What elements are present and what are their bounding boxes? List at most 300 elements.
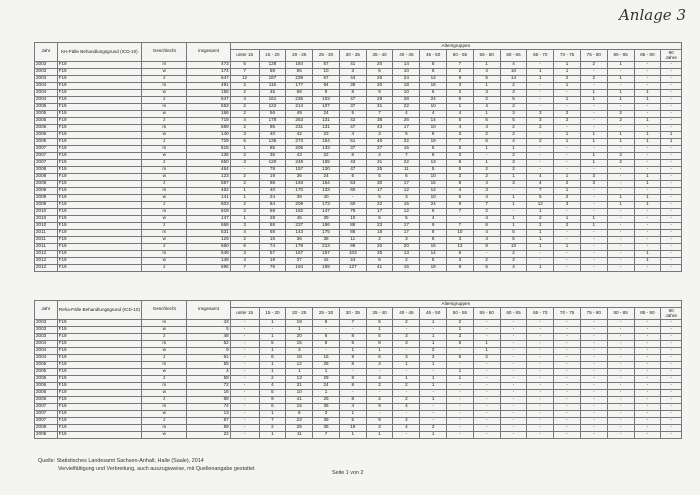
table-cell: 13 [447, 243, 474, 250]
table-cell: 29 [366, 96, 393, 103]
table-cell: F19 [57, 403, 141, 410]
table-cell: z [142, 264, 187, 271]
table-cell: 4 [500, 138, 527, 145]
table-row [35, 375, 682, 382]
table-cell: 1 [527, 236, 554, 243]
table-cell: - [527, 361, 554, 368]
table-cell: 1 [580, 96, 607, 103]
table-cell: 3 [447, 173, 474, 180]
table-cell: F19 [57, 103, 141, 110]
table-cell: 25 [366, 166, 393, 173]
hospital-cases-body [35, 61, 682, 271]
table-cell: 4 [187, 368, 230, 375]
table-cell: 7 [447, 138, 474, 145]
table-row [35, 89, 682, 96]
table-cell: 1 [259, 431, 286, 438]
table-cell: 2 [447, 319, 474, 326]
table-cell: 1 [259, 347, 286, 354]
table-cell: - [527, 354, 554, 361]
table-cell: - [527, 368, 554, 375]
rehab-cases-body [35, 319, 682, 438]
table-cell: - [554, 424, 581, 431]
table-cell: 46 [366, 138, 393, 145]
table-cell: 41 [339, 61, 366, 68]
table-cell: F19 [57, 194, 141, 201]
age-group-header: 75 - 80 [580, 50, 607, 62]
table-cell: 2 [473, 96, 500, 103]
table-cell: 2 [500, 82, 527, 89]
table-cell: 42 [286, 131, 313, 138]
table-cell: - [230, 375, 259, 382]
table-cell: 55 [187, 361, 230, 368]
table-cell: 40 [259, 187, 286, 194]
age-group-header: 45 - 50 [420, 50, 447, 62]
table-cell: - [661, 110, 682, 117]
table-cell: 3 [393, 333, 420, 340]
table-cell: 87 [187, 417, 230, 424]
table-cell: 17 [393, 180, 420, 187]
table-cell: 10 [447, 229, 474, 236]
table-cell: F19 [57, 319, 141, 326]
table-cell: 2 [554, 110, 581, 117]
table-cell: 23 [366, 222, 393, 229]
table-cell: F19 [57, 187, 141, 194]
table-cell: 2 [473, 166, 500, 173]
table-cell: 9 [420, 131, 447, 138]
table-cell: - [607, 243, 634, 250]
table-cell: 4 [473, 103, 500, 110]
table-cell: - [500, 424, 527, 431]
table-cell: 24 [420, 96, 447, 103]
table-cell: F19 [57, 117, 141, 124]
table-cell: 7 [447, 61, 474, 68]
table-cell: - [473, 375, 500, 382]
table-cell: 4 [339, 131, 366, 138]
table-cell: 107 [313, 103, 340, 110]
table-cell: - [580, 124, 607, 131]
header-total: insgesamt [187, 43, 230, 62]
table-cell: m [142, 250, 187, 257]
table-row [35, 166, 682, 173]
table-cell: 4 [447, 110, 474, 117]
table-cell: F19 [57, 257, 141, 264]
table-cell: - [527, 375, 554, 382]
table-cell: 2010 [35, 215, 58, 222]
table-cell: 1 [607, 75, 634, 82]
table-cell: 4 [366, 375, 393, 382]
table-row [35, 236, 682, 243]
table-cell: 6 [259, 354, 286, 361]
header-age-groups: Altersgruppen [230, 43, 681, 50]
table-cell: - [473, 396, 500, 403]
table-cell: 3 [500, 159, 527, 166]
table-cell: - [661, 68, 682, 75]
table-cell: 5 [393, 131, 420, 138]
table-cell: 4 [393, 417, 420, 424]
table-cell: - [447, 431, 474, 438]
table-cell: 122 [259, 103, 286, 110]
age-group-header: 40 - 45 [393, 50, 420, 62]
table-row [35, 187, 682, 194]
table-cell: 2 [366, 382, 393, 389]
table-cell: - [420, 326, 447, 333]
table-cell: 173 [313, 201, 340, 208]
table-cell: 263 [286, 117, 313, 124]
table-cell: - [420, 417, 447, 424]
table-cell: 2 [607, 159, 634, 166]
table-cell: 2 [420, 347, 447, 354]
table-cell: - [634, 333, 661, 340]
table-cell: 2 [230, 82, 259, 89]
table-cell: - [473, 382, 500, 389]
table-cell: 7 [230, 264, 259, 271]
table-cell: - [580, 326, 607, 333]
table-cell: 2 [473, 173, 500, 180]
table-cell: w [142, 410, 187, 417]
table-cell: - [393, 347, 420, 354]
table-cell: 5 [259, 340, 286, 347]
table-cell: - [527, 145, 554, 152]
table-cell: - [661, 319, 682, 326]
table-cell: 20 [286, 333, 313, 340]
table-cell: F19 [57, 222, 141, 229]
table-cell: - [554, 264, 581, 271]
table-row [35, 117, 682, 124]
table-cell: 4 [527, 173, 554, 180]
table-cell: 24 [313, 382, 340, 389]
table-cell: F19 [57, 110, 141, 117]
table-cell: 88 [187, 396, 230, 403]
table-cell: 2003 [35, 333, 58, 340]
table-cell: 11 [393, 166, 420, 173]
table-cell: - [580, 82, 607, 89]
table-cell: F19 [57, 333, 141, 340]
table-cell: 237 [286, 222, 313, 229]
table-cell: - [607, 208, 634, 215]
table-cell: 1 [259, 368, 286, 375]
table-cell: 6 [420, 89, 447, 96]
table-cell: 2006 [35, 396, 58, 403]
table-cell: 58 [259, 208, 286, 215]
table-cell: 2010 [35, 208, 58, 215]
table-cell: - [580, 354, 607, 361]
table-cell: 1 [634, 250, 661, 257]
table-cell: 10 [313, 68, 340, 75]
table-cell: 2 [230, 89, 259, 96]
table-cell: 1 [580, 131, 607, 138]
table-cell: - [661, 382, 682, 389]
table-cell: 3 [447, 152, 474, 159]
table-row [35, 201, 682, 208]
table-cell: 1 [500, 201, 527, 208]
age-group-header: unter 15 [230, 50, 259, 62]
table-cell: 17 [393, 124, 420, 131]
table-cell: 178 [259, 117, 286, 124]
table-cell: - [607, 410, 634, 417]
table-cell: 147 [313, 208, 340, 215]
table-cell: z [142, 375, 187, 382]
table-cell: 3 [230, 159, 259, 166]
table-cell: - [634, 236, 661, 243]
table-cell: 59 [259, 68, 286, 75]
table-cell: 1 [634, 131, 661, 138]
table-cell: 2 [527, 222, 554, 229]
header-sex: Geschlecht [142, 43, 187, 62]
table-row [35, 215, 682, 222]
table-cell: F19 [57, 131, 141, 138]
table-cell: 2 [554, 117, 581, 124]
table-cell: - [313, 326, 340, 333]
table-cell: F19 [57, 159, 141, 166]
table-cell: 8 [339, 361, 366, 368]
table-cell: 1 [607, 61, 634, 68]
handwritten-annex-note: Anlage 3 [618, 6, 686, 24]
table-cell: 7 [527, 187, 554, 194]
table-cell: 20 [393, 243, 420, 250]
table-cell: 2 [230, 236, 259, 243]
table-cell: - [607, 68, 634, 75]
table-cell: 2 [500, 103, 527, 110]
table-cell: w [142, 347, 187, 354]
table-cell: 1 [366, 431, 393, 438]
table-cell: 31 [286, 382, 313, 389]
table-cell: 4 [473, 194, 500, 201]
table-cell: - [393, 368, 420, 375]
table-cell: 20 [366, 82, 393, 89]
table-cell: 3 [527, 117, 554, 124]
table-cell: 3 [554, 201, 581, 208]
table-cell: - [527, 89, 554, 96]
table-cell: - [661, 215, 682, 222]
table-cell: 2 [500, 152, 527, 159]
table-cell: 5 [473, 264, 500, 271]
table-cell: 12 [527, 201, 554, 208]
table-cell: 2009 [35, 187, 58, 194]
table-cell: 7 [366, 110, 393, 117]
table-cell: 3 [447, 82, 474, 89]
table-cell: - [580, 424, 607, 431]
age-group-header: 75 - 80 [580, 308, 607, 320]
table-cell: 8 [420, 236, 447, 243]
table-row [35, 194, 682, 201]
table-cell: 67 [313, 75, 340, 82]
table-cell: 148 [187, 257, 230, 264]
table-cell: - [230, 340, 259, 347]
table-cell: - [607, 257, 634, 264]
table-cell: 14 [420, 117, 447, 124]
table-cell: 2 [554, 75, 581, 82]
table-row [35, 264, 682, 271]
table-cell: - [447, 403, 474, 410]
table-cell: - [607, 424, 634, 431]
age-group-header: 85 - 90 [634, 308, 661, 320]
table-cell: F19 [57, 250, 141, 257]
table-cell: 1 [230, 194, 259, 201]
table-cell: - [607, 173, 634, 180]
table-cell: - [473, 152, 500, 159]
table-cell: w [142, 110, 187, 117]
table-cell: 1 [393, 361, 420, 368]
table-cell: 43 [286, 152, 313, 159]
table-cell: 10 [420, 103, 447, 110]
table-cell: - [661, 180, 682, 187]
table-row [35, 243, 682, 250]
table-cell: - [554, 382, 581, 389]
table-cell: 2005 [35, 117, 58, 124]
table-cell: - [500, 326, 527, 333]
table-cell: - [661, 222, 682, 229]
table-cell: 5 [473, 75, 500, 82]
table-cell: 209 [286, 201, 313, 208]
table-cell: - [607, 417, 634, 424]
table-cell: 553 [187, 103, 230, 110]
table-cell: 1 [500, 215, 527, 222]
table-cell: 14 [420, 75, 447, 82]
table-cell: 2 [393, 382, 420, 389]
table-cell: - [527, 340, 554, 347]
table-row [35, 159, 682, 166]
table-cell: - [607, 166, 634, 173]
table-cell: F19 [57, 89, 141, 96]
table-cell: 18 [286, 354, 313, 361]
table-cell: 35 [366, 250, 393, 257]
table-cell: F19 [57, 424, 141, 431]
table-cell: 3 [447, 131, 474, 138]
table-cell: 1 [607, 194, 634, 201]
table-cell: - [554, 257, 581, 264]
table-cell: 161 [259, 96, 286, 103]
table-cell: 2004 [35, 82, 58, 89]
table-row [35, 82, 682, 89]
table-cell: 1 [447, 103, 474, 110]
table-cell: 16 [420, 243, 447, 250]
table-cell: 2 [473, 257, 500, 264]
table-cell: 140 [187, 131, 230, 138]
table-cell: 1 [527, 264, 554, 271]
table-cell: 14 [393, 61, 420, 68]
table-cell: - [554, 145, 581, 152]
table-cell: w [142, 173, 187, 180]
table-cell: 5 [230, 61, 259, 68]
table-cell: - [500, 319, 527, 326]
age-group-header: 15 - 20 [259, 50, 286, 62]
table-cell: 519 [187, 208, 230, 215]
table-cell: F19 [57, 208, 141, 215]
table-cell: 2 [230, 173, 259, 180]
table-cell: - [447, 389, 474, 396]
table-cell: - [527, 347, 554, 354]
table-cell: 464 [187, 166, 230, 173]
table-cell: 58 [286, 89, 313, 96]
table-cell: - [473, 389, 500, 396]
table-cell: 57 [313, 61, 340, 68]
table-cell: - [230, 403, 259, 410]
table-row [35, 131, 682, 138]
table-cell: 273 [286, 138, 313, 145]
table-cell: 13 [187, 410, 230, 417]
table-cell: 15 [420, 180, 447, 187]
table-cell: 4 [500, 61, 527, 68]
table-cell: - [661, 417, 682, 424]
table-cell: - [661, 159, 682, 166]
table-cell: 1 [473, 110, 500, 117]
table-row [35, 382, 682, 389]
table-cell: 24 [339, 257, 366, 264]
header-diagnosis: Reha-Fälle Behandlungsgrund (ICD-10) [57, 301, 141, 320]
table-cell: 2 [527, 138, 554, 145]
header-total: insgesamt [187, 301, 230, 320]
table-cell: 3 [420, 354, 447, 361]
table-cell: 10 [286, 389, 313, 396]
table-cell: - [634, 229, 661, 236]
table-cell: 184 [286, 61, 313, 68]
table-cell: 2 [500, 124, 527, 131]
table-cell: 37 [286, 257, 313, 264]
table-cell: - [580, 368, 607, 375]
table-cell: 7 [230, 68, 259, 75]
table-cell: 2007 [35, 417, 58, 424]
age-group-header: 60 - 65 [500, 308, 527, 320]
age-group-header: 20 - 25 [286, 308, 313, 320]
table-cell: 1 [527, 68, 554, 75]
table-cell: F19 [57, 410, 141, 417]
table-cell: w [142, 89, 187, 96]
table-cell: F19 [57, 382, 141, 389]
table-cell: - [554, 152, 581, 159]
table-cell: 76 [339, 208, 366, 215]
table-cell: 3 [500, 110, 527, 117]
table-row [35, 180, 682, 187]
table-cell: 1 [554, 215, 581, 222]
table-row [35, 347, 682, 354]
table-cell: 22 [393, 103, 420, 110]
table-cell: - [554, 319, 581, 326]
table-row [35, 361, 682, 368]
table-cell: - [661, 410, 682, 417]
table-cell: 6 [473, 138, 500, 145]
table-cell: 64 [259, 201, 286, 208]
table-cell: m [142, 424, 187, 431]
table-cell: - [661, 173, 682, 180]
table-cell: - [554, 236, 581, 243]
table-cell: 1 [554, 243, 581, 250]
table-cell: 2003 [35, 68, 58, 75]
table-cell: F19 [57, 375, 141, 382]
age-group-header: 90 Jahre [661, 50, 682, 62]
table-cell: 16 [259, 236, 286, 243]
table-cell: 60 [339, 187, 366, 194]
table-row [35, 396, 682, 403]
table-cell: 1 [366, 326, 393, 333]
table-cell: F19 [57, 417, 141, 424]
header-jahr: Jahr [35, 301, 58, 320]
table-cell: 1 [580, 89, 607, 96]
table-cell: 1 [607, 131, 634, 138]
table-cell: - [634, 431, 661, 438]
table-cell: 2004 [35, 340, 58, 347]
table-cell: - [527, 103, 554, 110]
table-cell: 116 [259, 82, 286, 89]
table-cell: - [661, 340, 682, 347]
table-cell: - [230, 382, 259, 389]
table-row [35, 124, 682, 131]
table-cell: 22 [366, 201, 393, 208]
table-cell: - [607, 236, 634, 243]
table-cell: 156 [187, 89, 230, 96]
table-cell: - [580, 236, 607, 243]
table-cell: 22 [187, 431, 230, 438]
table-cell: - [634, 187, 661, 194]
